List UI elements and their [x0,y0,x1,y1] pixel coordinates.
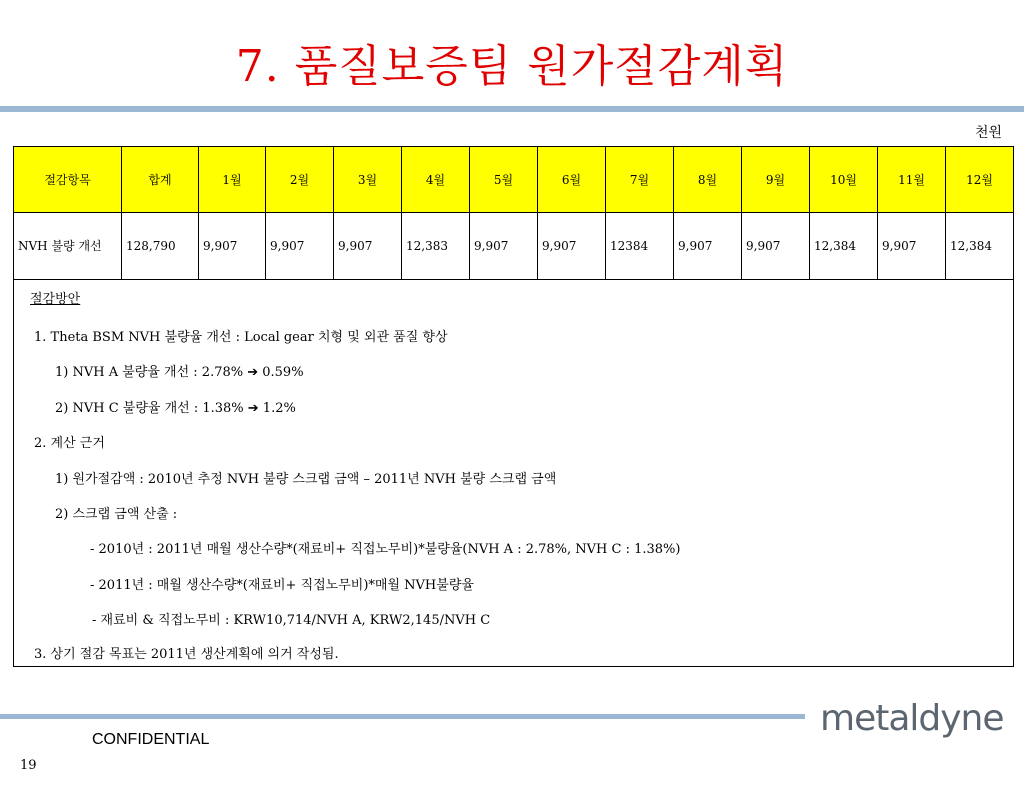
item-cell: NVH 불량 개선 [14,213,122,280]
cost-reduction-table [13,146,1014,667]
month-cell: 9,907 [470,213,538,280]
note-line: 1. Theta BSM NVH 불량율 개선 : Local gear 치형 및 외관 품질 향상 [34,330,448,345]
company-logo: metaldyne [820,698,1004,739]
note-line: 1) NVH A 불량율 개선 : 2.78% ➔ 0.59% [55,365,304,380]
note-line: - 재료비 & 직접노무비 : KRW10,714/NVH A, KRW2,145/NVH C [92,613,491,628]
note-line: 1) 원가절감액 : 2010년 추정 NVH 불량 스크랩 금액 – 2011년 NVH 불량 스크랩 금액 [55,472,557,487]
note-line: 3. 상기 절감 목표는 2011년 생산계획에 의거 작성됨. [34,647,339,662]
unit-label: 천원 [974,125,1002,141]
header-cell: 6월 [538,147,606,213]
header-row [14,147,1014,213]
footer-divider [0,714,805,719]
month-cell: 9,907 [266,213,334,280]
header-cell: 11월 [878,147,946,213]
header-cell: 5월 [470,147,538,213]
note-line: - 2010년 : 2011년 매월 생산수량*(재료비+ 직접노무비)*불량율(NVH A : 2.78%, NVH C : 1.38%) [90,542,681,557]
month-cell: 9,907 [538,213,606,280]
month-cell: 12,384 [946,213,1014,280]
total-cell: 128,790 [122,213,199,280]
month-cell: 12,383 [402,213,470,280]
header-cell: 2월 [266,147,334,213]
header-cell: 합계 [122,147,199,213]
header-cell: 3월 [334,147,402,213]
title-divider [0,106,1024,112]
note-line: 2. 계산 근거 [34,436,105,451]
page-number: 19 [20,758,37,773]
header-cell: 1월 [199,147,266,213]
page-title: 7. 품질보증팀 원가절감계획 [235,41,789,92]
month-cell: 9,907 [334,213,402,280]
month-cell: 9,907 [742,213,810,280]
notes-block [18,280,1009,666]
header-cell: 8월 [674,147,742,213]
month-cell: 9,907 [878,213,946,280]
header-cell: 10월 [810,147,878,213]
table-row [14,213,1014,280]
header-cell: 7월 [606,147,674,213]
notes-heading: 절감방안 [30,292,81,307]
header-cell: 4월 [402,147,470,213]
header-cell: 절감항목 [14,147,122,213]
month-cell: 12384 [606,213,674,280]
header-cell: 9월 [742,147,810,213]
month-cell: 9,907 [199,213,266,280]
header-cell: 12월 [946,147,1014,213]
note-line: - 2011년 : 매월 생산수량*(재료비+ 직접노무비)*매월 NVH불량율 [90,578,474,593]
month-cell: 9,907 [674,213,742,280]
note-line: 2) NVH C 불량율 개선 : 1.38% ➔ 1.2% [55,401,296,416]
notes-cell [14,280,1014,667]
notes-row [14,280,1014,667]
note-line: 2) 스크랩 금액 산출 : [55,507,178,522]
month-cell: 12,384 [810,213,878,280]
confidential-label: CONFIDENTIAL [92,731,210,748]
